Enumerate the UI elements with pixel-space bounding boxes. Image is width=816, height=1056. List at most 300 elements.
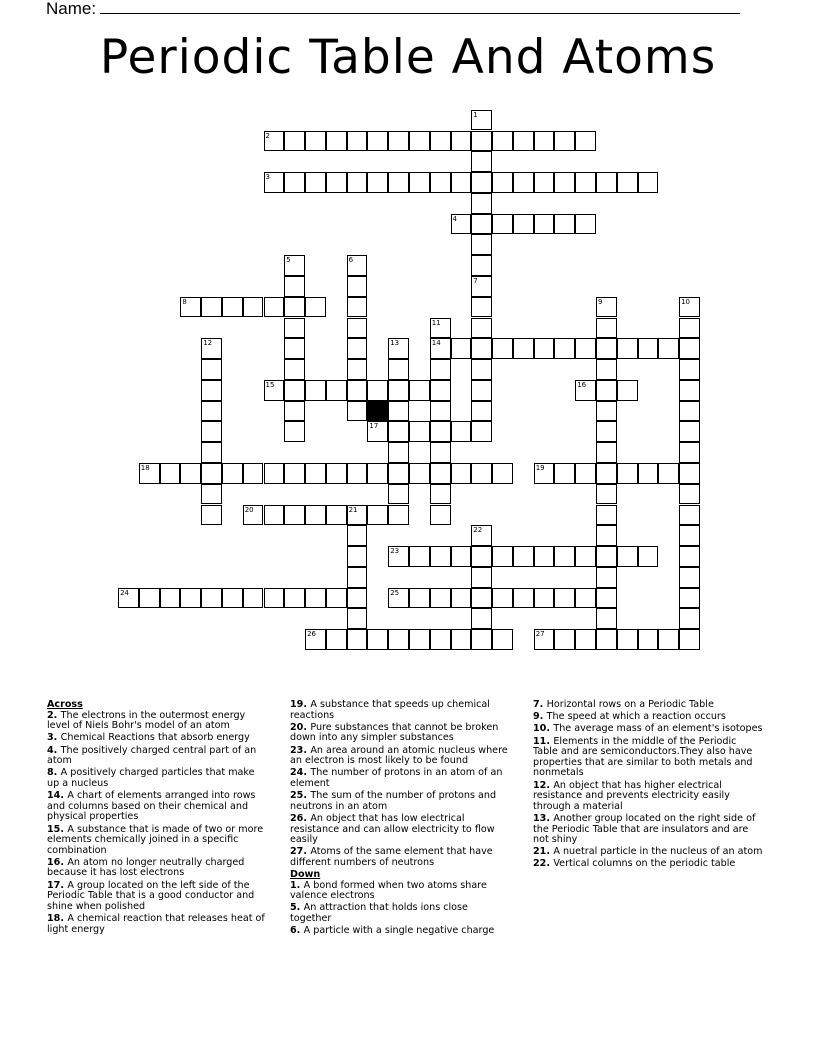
crossword-cell[interactable] bbox=[596, 338, 617, 359]
crossword-cell[interactable] bbox=[388, 359, 409, 380]
clue-number: 12 bbox=[203, 339, 213, 348]
clue-item-text: An atom no longer neutrally charged because it has lost electrons bbox=[47, 856, 245, 879]
name-label: Name: bbox=[46, 0, 97, 18]
crossword-cell[interactable] bbox=[554, 629, 575, 650]
crossword-cell[interactable] bbox=[617, 463, 638, 484]
crossword-cell[interactable] bbox=[617, 546, 638, 567]
crossword-cell[interactable] bbox=[596, 567, 617, 588]
crossword-cell[interactable] bbox=[679, 546, 700, 567]
across-clues-list bbox=[47, 711, 267, 936]
crossword-cell[interactable] bbox=[513, 546, 534, 567]
crossword-cell[interactable] bbox=[638, 629, 659, 650]
crossword-cell[interactable] bbox=[471, 629, 492, 650]
clue-item bbox=[290, 768, 510, 789]
crossword-cell[interactable] bbox=[201, 380, 222, 401]
crossword-cell[interactable] bbox=[596, 608, 617, 629]
clue-number: 1 bbox=[473, 110, 478, 119]
crossword-cell[interactable] bbox=[492, 131, 513, 152]
clue-item-text: The sum of the number of protons and neutrons in an atom bbox=[290, 790, 497, 812]
crossword-cell[interactable] bbox=[471, 421, 492, 442]
clue-item-number: 15. bbox=[47, 823, 68, 835]
crossword-cell[interactable] bbox=[451, 463, 472, 484]
crossword-cell[interactable] bbox=[513, 338, 534, 359]
crossword-cell[interactable] bbox=[347, 318, 368, 339]
crossword-cell[interactable] bbox=[201, 505, 222, 526]
clue-number: 14 bbox=[431, 339, 441, 348]
crossword-cell[interactable] bbox=[534, 546, 555, 567]
crossword-cell[interactable] bbox=[201, 359, 222, 380]
crossword-cell[interactable] bbox=[596, 380, 617, 401]
crossword-cell[interactable] bbox=[596, 588, 617, 609]
clue-number: 24 bbox=[120, 588, 130, 597]
clue-item-number: 1. bbox=[290, 879, 304, 891]
crossword-cell[interactable] bbox=[139, 588, 160, 609]
crossword-cell[interactable] bbox=[347, 338, 368, 359]
crossword-cell[interactable] bbox=[492, 463, 513, 484]
crossword-cell[interactable] bbox=[471, 193, 492, 214]
crossword-cell[interactable] bbox=[471, 172, 492, 193]
crossword-cell[interactable] bbox=[409, 172, 430, 193]
crossword-cell[interactable] bbox=[534, 463, 555, 484]
crossword-cell[interactable] bbox=[575, 588, 596, 609]
crossword-cell[interactable] bbox=[596, 401, 617, 422]
crossword-cell[interactable] bbox=[638, 546, 659, 567]
crossword-cell[interactable] bbox=[471, 463, 492, 484]
crossword-cell[interactable] bbox=[201, 484, 222, 505]
crossword-cell[interactable] bbox=[347, 276, 368, 297]
crossword-cell[interactable] bbox=[347, 359, 368, 380]
crossword-cell[interactable] bbox=[617, 380, 638, 401]
crossword-cell[interactable] bbox=[430, 588, 451, 609]
crossword-cell[interactable] bbox=[596, 421, 617, 442]
crossword-cell[interactable] bbox=[451, 214, 472, 235]
crossword-cell[interactable] bbox=[243, 463, 264, 484]
crossword-cell[interactable] bbox=[451, 338, 472, 359]
crossword-cell[interactable] bbox=[430, 442, 451, 463]
crossword-cell[interactable] bbox=[409, 380, 430, 401]
crossword-cell[interactable] bbox=[658, 629, 679, 650]
crossword-cell[interactable] bbox=[160, 588, 181, 609]
crossword-cell[interactable] bbox=[284, 318, 305, 339]
crossword-cell[interactable] bbox=[679, 463, 700, 484]
crossword-cell[interactable] bbox=[388, 505, 409, 526]
crossword-cell[interactable] bbox=[471, 276, 492, 297]
crossword-cell[interactable] bbox=[284, 255, 305, 276]
crossword-cell[interactable] bbox=[284, 276, 305, 297]
crossword-cell[interactable] bbox=[326, 380, 347, 401]
crossword-cell[interactable] bbox=[534, 588, 555, 609]
crossword-cell[interactable] bbox=[554, 588, 575, 609]
crossword-cell[interactable] bbox=[264, 297, 285, 318]
crossword-cell[interactable] bbox=[347, 401, 368, 422]
clue-item-text: The electrons in the outermost energy level of Niels Bohr's model of an atom bbox=[47, 709, 246, 732]
crossword-cell[interactable] bbox=[409, 546, 430, 567]
crossword-cell[interactable] bbox=[596, 172, 617, 193]
crossword-cell[interactable] bbox=[326, 629, 347, 650]
crossword-cell[interactable] bbox=[347, 297, 368, 318]
clue-number: 7 bbox=[473, 276, 478, 285]
clues-column-3 bbox=[533, 700, 763, 872]
crossword-cell[interactable] bbox=[264, 505, 285, 526]
crossword-cell[interactable] bbox=[596, 442, 617, 463]
clue-item-text: Pure substances that cannot be broken down into any simpler substances bbox=[290, 721, 499, 744]
crossword-cell[interactable] bbox=[347, 255, 368, 276]
crossword-cell[interactable] bbox=[388, 131, 409, 152]
clue-item-text: A chemical reaction that releases heat of light energy bbox=[47, 913, 265, 935]
clue-item-number: 11. bbox=[533, 735, 554, 747]
crossword-cell[interactable] bbox=[160, 463, 181, 484]
crossword-cell[interactable] bbox=[513, 588, 534, 609]
crossword-cell[interactable] bbox=[492, 546, 513, 567]
crossword-cell[interactable] bbox=[617, 338, 638, 359]
crossword-cell[interactable] bbox=[264, 131, 285, 152]
crossword-cell[interactable] bbox=[367, 131, 388, 152]
crossword-cell[interactable] bbox=[471, 318, 492, 339]
crossword-cell[interactable] bbox=[471, 338, 492, 359]
clue-item-text: A positively charged particles that make up a nucleus bbox=[47, 767, 255, 789]
clue-number: 23 bbox=[390, 547, 400, 556]
crossword-cell[interactable] bbox=[596, 484, 617, 505]
clue-item-text: Another group located on the right side of the Periodic Table that are insulators and are not shiny bbox=[533, 812, 756, 846]
crossword-cell[interactable] bbox=[596, 525, 617, 546]
crossword-cell[interactable] bbox=[658, 463, 679, 484]
crossword-cell[interactable] bbox=[575, 172, 596, 193]
crossword-cell[interactable] bbox=[367, 463, 388, 484]
crossword-cell[interactable] bbox=[367, 629, 388, 650]
crossword-cell[interactable] bbox=[326, 172, 347, 193]
crossword-cell[interactable] bbox=[347, 380, 368, 401]
crossword-cell[interactable] bbox=[679, 318, 700, 339]
crossword-cell[interactable] bbox=[430, 131, 451, 152]
crossword-cell[interactable] bbox=[305, 505, 326, 526]
crossword-cell[interactable] bbox=[596, 318, 617, 339]
crossword-cell[interactable] bbox=[471, 546, 492, 567]
crossword-cell[interactable] bbox=[367, 172, 388, 193]
crossword-cell[interactable] bbox=[430, 318, 451, 339]
crossword-cell[interactable] bbox=[638, 172, 659, 193]
crossword-cell[interactable] bbox=[201, 588, 222, 609]
crossword-cell[interactable] bbox=[471, 567, 492, 588]
crossword-cell[interactable] bbox=[347, 131, 368, 152]
crossword-cell[interactable] bbox=[305, 588, 326, 609]
crossword-cell[interactable] bbox=[284, 401, 305, 422]
crossword-cell[interactable] bbox=[222, 463, 243, 484]
crossword-cell[interactable] bbox=[679, 505, 700, 526]
clue-item bbox=[290, 700, 510, 721]
crossword-cell[interactable] bbox=[451, 172, 472, 193]
crossword-cell[interactable] bbox=[388, 588, 409, 609]
crossword-cell[interactable] bbox=[264, 172, 285, 193]
crossword-cell[interactable] bbox=[430, 629, 451, 650]
clue-item-text: An attraction that holds ions close together bbox=[290, 902, 468, 925]
clue-item-text: A nuetral particle in the nucleus of an atom bbox=[553, 846, 763, 858]
crossword-cell[interactable] bbox=[367, 505, 388, 526]
crossword-cell[interactable] bbox=[513, 131, 534, 152]
crossword-cell[interactable] bbox=[638, 463, 659, 484]
crossword-cell[interactable] bbox=[575, 463, 596, 484]
crossword-cell[interactable] bbox=[430, 338, 451, 359]
crossword-cell[interactable] bbox=[471, 588, 492, 609]
crossword-cell[interactable] bbox=[596, 463, 617, 484]
clue-number: 9 bbox=[598, 297, 603, 306]
clue-item bbox=[47, 825, 267, 857]
clue-item bbox=[290, 847, 510, 868]
clue-item-text: A substance that speeds up chemical reactions bbox=[290, 699, 490, 721]
crossword-cell[interactable] bbox=[471, 525, 492, 546]
crossword-cell[interactable] bbox=[451, 421, 472, 442]
crossword-cell[interactable] bbox=[492, 214, 513, 235]
crossword-cell[interactable] bbox=[284, 380, 305, 401]
crossword-cell[interactable] bbox=[554, 172, 575, 193]
crossword-cell[interactable] bbox=[284, 463, 305, 484]
crossword-cell[interactable] bbox=[347, 546, 368, 567]
crossword-cell[interactable] bbox=[264, 463, 285, 484]
crossword-cell[interactable] bbox=[575, 338, 596, 359]
crossword-cell[interactable] bbox=[658, 338, 679, 359]
clues-column-1 bbox=[47, 700, 267, 937]
crossword-cell[interactable] bbox=[430, 421, 451, 442]
crossword-cell[interactable] bbox=[264, 588, 285, 609]
crossword-cell[interactable] bbox=[305, 380, 326, 401]
crossword-cell[interactable] bbox=[430, 401, 451, 422]
crossword-cell[interactable] bbox=[284, 505, 305, 526]
clue-item bbox=[47, 881, 267, 913]
crossword-cell[interactable] bbox=[180, 463, 201, 484]
crossword-cell[interactable] bbox=[347, 629, 368, 650]
clue-item-text: Atoms of the same element that have different numbers of neutrons bbox=[290, 846, 493, 868]
crossword-cell[interactable] bbox=[471, 255, 492, 276]
crossword-cell[interactable] bbox=[430, 505, 451, 526]
crossword-cell[interactable] bbox=[243, 588, 264, 609]
crossword-cell[interactable] bbox=[513, 214, 534, 235]
crossword-cell[interactable] bbox=[284, 338, 305, 359]
crossword-cell[interactable] bbox=[347, 505, 368, 526]
crossword-cell[interactable] bbox=[201, 401, 222, 422]
clue-item-text: The positively charged central part of an atom bbox=[47, 744, 257, 767]
crossword-cell[interactable] bbox=[284, 588, 305, 609]
crossword-cell[interactable] bbox=[679, 484, 700, 505]
crossword-cell[interactable] bbox=[347, 525, 368, 546]
crossword-cell[interactable] bbox=[451, 629, 472, 650]
crossword-cell[interactable] bbox=[201, 463, 222, 484]
crossword-cell[interactable] bbox=[388, 401, 409, 422]
crossword-cell[interactable] bbox=[471, 297, 492, 318]
crossword-cell[interactable] bbox=[409, 629, 430, 650]
crossword-cell[interactable] bbox=[201, 297, 222, 318]
crossword-cell[interactable] bbox=[430, 484, 451, 505]
crossword-cell[interactable] bbox=[347, 588, 368, 609]
crossword-cell[interactable] bbox=[554, 131, 575, 152]
clue-item-text: The average mass of an element's isotopes bbox=[553, 723, 763, 735]
crossword-cell[interactable] bbox=[388, 421, 409, 442]
clue-item bbox=[290, 814, 510, 846]
crossword-cell[interactable] bbox=[596, 629, 617, 650]
crossword-cell[interactable] bbox=[534, 338, 555, 359]
clue-item-number: 18. bbox=[47, 913, 68, 925]
crossword-cell[interactable] bbox=[638, 338, 659, 359]
crossword-cell[interactable] bbox=[305, 463, 326, 484]
crossword-cell[interactable] bbox=[492, 172, 513, 193]
clue-item bbox=[47, 768, 267, 789]
clue-number: 21 bbox=[348, 505, 358, 514]
clue-number: 13 bbox=[390, 339, 400, 348]
crossword-cell[interactable] bbox=[679, 359, 700, 380]
crossword-cell[interactable] bbox=[679, 629, 700, 650]
crossword-cell[interactable] bbox=[284, 359, 305, 380]
page-title: Periodic Table And Atoms bbox=[99, 30, 717, 85]
crossword-cell[interactable] bbox=[679, 380, 700, 401]
clue-item-number: 9. bbox=[533, 711, 547, 723]
crossword-cell[interactable] bbox=[326, 505, 347, 526]
crossword-cell[interactable] bbox=[575, 380, 596, 401]
crossword-cell[interactable] bbox=[679, 608, 700, 629]
crossword-cell[interactable] bbox=[430, 359, 451, 380]
clue-item bbox=[290, 791, 510, 812]
crossword-cell[interactable] bbox=[180, 588, 201, 609]
crossword-cell[interactable] bbox=[451, 131, 472, 152]
crossword-cell[interactable] bbox=[367, 380, 388, 401]
crossword-cell[interactable] bbox=[679, 421, 700, 442]
clue-item-text: The speed at which a reaction occurs bbox=[546, 711, 726, 723]
crossword-cell[interactable] bbox=[243, 505, 264, 526]
crossword-cell[interactable] bbox=[575, 214, 596, 235]
crossword-cell[interactable] bbox=[347, 172, 368, 193]
crossword-cell[interactable] bbox=[305, 629, 326, 650]
crossword-cell[interactable] bbox=[492, 588, 513, 609]
clue-item-number: 12. bbox=[533, 779, 554, 791]
clue-item-number: 21. bbox=[533, 846, 554, 858]
crossword-cell[interactable] bbox=[305, 131, 326, 152]
crossword-cell[interactable] bbox=[284, 297, 305, 318]
crossword-cell[interactable] bbox=[222, 297, 243, 318]
crossword-cell[interactable] bbox=[679, 567, 700, 588]
clue-item bbox=[533, 781, 763, 813]
crossword-cell[interactable] bbox=[471, 131, 492, 152]
crossword-cell[interactable] bbox=[388, 172, 409, 193]
crossword-cell[interactable] bbox=[388, 484, 409, 505]
crossword-cell[interactable] bbox=[409, 463, 430, 484]
crossword-cell[interactable] bbox=[596, 505, 617, 526]
crossword-cell[interactable] bbox=[430, 172, 451, 193]
clue-number: 20 bbox=[244, 505, 254, 514]
crossword-cell[interactable] bbox=[326, 463, 347, 484]
crossword-cell[interactable] bbox=[679, 442, 700, 463]
crossword-cell[interactable] bbox=[575, 131, 596, 152]
clue-item-number: 22. bbox=[533, 858, 554, 870]
crossword-cell[interactable] bbox=[471, 214, 492, 235]
crossword-cell[interactable] bbox=[451, 546, 472, 567]
crossword-cell[interactable] bbox=[305, 172, 326, 193]
crossword-cell[interactable] bbox=[471, 401, 492, 422]
clue-number: 2 bbox=[265, 131, 270, 140]
crossword-cell[interactable] bbox=[243, 297, 264, 318]
crossword-cell[interactable] bbox=[326, 131, 347, 152]
clue-item-number: 10. bbox=[533, 723, 554, 735]
clues-column-2 bbox=[290, 700, 510, 938]
crossword-cell[interactable] bbox=[679, 297, 700, 318]
crossword-cell[interactable] bbox=[554, 214, 575, 235]
crossword-cell[interactable] bbox=[492, 338, 513, 359]
crossword-cell[interactable] bbox=[409, 588, 430, 609]
crossword-cell[interactable] bbox=[305, 297, 326, 318]
crossword-cell[interactable] bbox=[430, 546, 451, 567]
crossword-cell[interactable] bbox=[367, 421, 388, 442]
crossword-cell[interactable] bbox=[409, 131, 430, 152]
crossword-cell[interactable] bbox=[534, 214, 555, 235]
crossword-cell[interactable] bbox=[430, 463, 451, 484]
down-heading: Down bbox=[290, 869, 321, 881]
crossword-cell[interactable] bbox=[118, 588, 139, 609]
crossword-cell[interactable] bbox=[451, 588, 472, 609]
down-clues-list-continued bbox=[533, 700, 763, 870]
crossword-cell[interactable] bbox=[347, 463, 368, 484]
crossword-cell[interactable] bbox=[596, 297, 617, 318]
crossword-cell[interactable] bbox=[513, 172, 534, 193]
crossword-cell[interactable] bbox=[222, 588, 243, 609]
crossword-cell[interactable] bbox=[596, 359, 617, 380]
clue-item-text: An object that has higher electrical resistance and prevents electricity easily through a material bbox=[533, 779, 730, 812]
crossword-cell[interactable] bbox=[575, 546, 596, 567]
crossword-cell[interactable] bbox=[471, 234, 492, 255]
crossword-cell[interactable] bbox=[471, 380, 492, 401]
crossword-cell[interactable] bbox=[347, 567, 368, 588]
crossword-cell[interactable] bbox=[471, 151, 492, 172]
crossword-cell[interactable] bbox=[347, 608, 368, 629]
crossword-cell[interactable] bbox=[554, 338, 575, 359]
crossword-cell[interactable] bbox=[201, 338, 222, 359]
crossword-cell[interactable] bbox=[201, 442, 222, 463]
crossword-cell[interactable] bbox=[264, 380, 285, 401]
crossword-cell[interactable] bbox=[575, 629, 596, 650]
crossword-cell[interactable] bbox=[388, 546, 409, 567]
crossword-cell[interactable] bbox=[534, 131, 555, 152]
crossword-cell[interactable] bbox=[534, 172, 555, 193]
crossword-cell[interactable] bbox=[284, 421, 305, 442]
clue-number: 16 bbox=[577, 380, 587, 389]
crossword-cell[interactable] bbox=[201, 421, 222, 442]
crossword-cell[interactable] bbox=[388, 629, 409, 650]
crossword-cell[interactable] bbox=[679, 338, 700, 359]
crossword-cell[interactable] bbox=[409, 421, 430, 442]
crossword-cell[interactable] bbox=[617, 629, 638, 650]
crossword-cell[interactable] bbox=[388, 380, 409, 401]
crossword-cell[interactable] bbox=[492, 629, 513, 650]
crossword-cell[interactable] bbox=[679, 401, 700, 422]
crossword-cell[interactable] bbox=[617, 172, 638, 193]
crossword-cell[interactable] bbox=[471, 110, 492, 131]
crossword-cell[interactable] bbox=[388, 463, 409, 484]
clue-item-number: 2. bbox=[47, 709, 61, 721]
crossword-cell[interactable] bbox=[326, 588, 347, 609]
crossword-cell[interactable] bbox=[388, 442, 409, 463]
clue-item bbox=[533, 847, 763, 858]
crossword-cell[interactable] bbox=[596, 546, 617, 567]
crossword-cell[interactable] bbox=[180, 297, 201, 318]
crossword-cell[interactable] bbox=[679, 525, 700, 546]
crossword-cell[interactable] bbox=[430, 380, 451, 401]
crossword-cell[interactable] bbox=[554, 463, 575, 484]
clue-item bbox=[533, 712, 763, 723]
crossword-cell[interactable] bbox=[471, 359, 492, 380]
crossword-cell[interactable] bbox=[284, 172, 305, 193]
crossword-cell[interactable] bbox=[388, 338, 409, 359]
crossword-cell[interactable] bbox=[139, 463, 160, 484]
crossword-cell[interactable] bbox=[534, 629, 555, 650]
crossword-cell[interactable] bbox=[284, 131, 305, 152]
crossword-cell[interactable] bbox=[471, 608, 492, 629]
crossword-cell[interactable] bbox=[554, 546, 575, 567]
crossword-cell[interactable] bbox=[679, 588, 700, 609]
